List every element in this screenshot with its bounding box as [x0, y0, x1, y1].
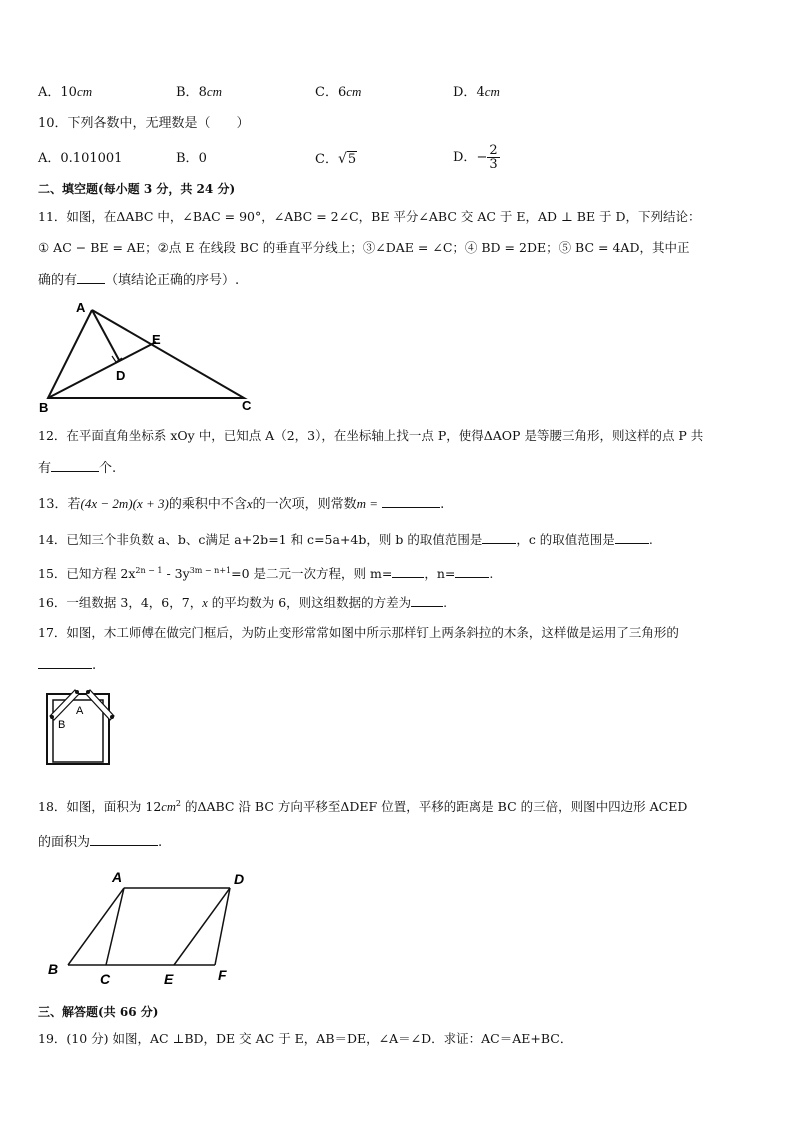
q9-option-c: C．6cm	[315, 84, 362, 100]
q17-line-1: 17．如图，木工师傅在做完门框后，为防止变形常常如图中所示那样钉上两条斜拉的木条，这样做是运用了三角形的	[38, 625, 679, 640]
fig18-label-a: A	[112, 869, 123, 885]
fig17-label-b: B	[58, 719, 66, 731]
q13: 13．若(4x − 2m)(x + 3)的乘积中不含x的一次项，则常数m = .	[38, 496, 445, 512]
nail-2	[75, 690, 79, 694]
q16: 16．一组数据 3，4，6，7，x 的平均数为 6，则这组数据的方差为 .	[38, 595, 448, 610]
fig11-label-c: C	[242, 398, 252, 413]
q18-line-2: 的面积为 .	[38, 835, 163, 850]
q10-option-c: C．√5	[315, 151, 357, 167]
answer-blank[interactable]	[392, 565, 424, 578]
q12-line-1: 12．在平面直角坐标系 xOy 中，已知点 A（2，3），在坐标轴上找一点 P，使得ΔAOP 是等腰三角形，则这样的点 P 共	[38, 428, 704, 443]
q10-option-b: B．0	[176, 151, 207, 166]
fig11-label-e: E	[152, 332, 161, 347]
answer-blank[interactable]	[77, 271, 105, 284]
answer-blank[interactable]	[382, 495, 440, 508]
figure-17-door-frame	[42, 686, 122, 768]
segment-de	[174, 888, 230, 965]
section-3-heading: 三、解答题(共 66 分)	[38, 1005, 159, 1019]
answer-blank[interactable]	[90, 833, 158, 846]
q11-line-1: 11．如图，在ΔABC 中，∠BAC = 90°，∠ABC = 2∠C，BE 平分∠ABC 交 AC 于 E，AD ⊥ BE 于 D，下列结论：	[38, 209, 701, 224]
section-2-heading: 二、填空题(每小题 3 分，共 24 分)	[38, 182, 236, 196]
fig18-label-d: D	[234, 871, 245, 887]
answer-blank[interactable]	[455, 565, 489, 578]
q12-line-2: 有 个.	[38, 461, 117, 476]
fig18-label-b: B	[48, 961, 59, 977]
answer-blank[interactable]	[38, 656, 92, 669]
q9-option-a: A．10cm	[38, 84, 93, 100]
q18-line-1: 18．如图，面积为 $12cm^2$ 的ΔABC 沿 BC 方向平移至ΔDEF 位置，平移的距离是 BC 的三倍，则图中四边形 ACED	[38, 799, 688, 815]
q11-line-2: ① AC − BE = AE；②点 E 在线段 BC 的垂直平分线上；③∠DAE = ∠C；④ BD = 2DE；⑤ BC = 4AD，其中正	[38, 240, 690, 255]
figure-11-triangle	[36, 296, 266, 416]
q9-option-b: B．8cm	[176, 84, 223, 100]
q14: 14．已知三个非负数 a、b、c满足 a+2b=1 和 c=5a+4b，则 b 的取值范围是 ，c 的取值范围是 .	[38, 532, 653, 547]
answer-blank[interactable]	[51, 459, 99, 472]
triangle-abc	[48, 310, 244, 398]
q10-option-d: D．− $\frac{2}{3}$	[453, 143, 498, 172]
segment-be	[48, 342, 156, 398]
fig11-label-b: B	[39, 400, 49, 415]
q15: 15．已知方程 $2x^{2n - 1} - 3y^{3m - n+1}=0$ 是二元一次方程，则 m= ，n= .	[38, 566, 494, 582]
fig18-label-f: F	[218, 967, 227, 983]
fig18-label-c: C	[100, 971, 111, 987]
answer-blank[interactable]	[411, 594, 443, 607]
q10-option-a: A．0.101001	[38, 151, 123, 166]
fig11-label-d: D	[116, 368, 126, 383]
answer-blank[interactable]	[615, 531, 649, 544]
fig17-label-a: A	[76, 705, 84, 717]
nail-3	[86, 690, 90, 694]
figure-18-translation	[42, 866, 262, 990]
q19: 19．(10 分) 如图，AC ⊥BD，DE 交 AC 于 E，AB＝DE，∠A＝∠D．求证：AC＝AE+BC．	[38, 1031, 573, 1046]
q17-line-2: .	[38, 656, 96, 674]
fraction-two-thirds: $\frac{2}{3}$	[489, 143, 498, 172]
q11-line-3: 确的有 （填结论正确的序号）.	[38, 273, 240, 288]
nail-1	[50, 715, 54, 719]
fig18-label-e: E	[164, 971, 174, 987]
answer-blank[interactable]	[482, 531, 516, 544]
nail-4	[110, 715, 114, 719]
q10-stem: 10．下列各数中，无理数是（ ）	[38, 116, 250, 131]
q9-option-d: D．4cm	[453, 84, 500, 100]
fig11-label-a: A	[76, 300, 86, 315]
